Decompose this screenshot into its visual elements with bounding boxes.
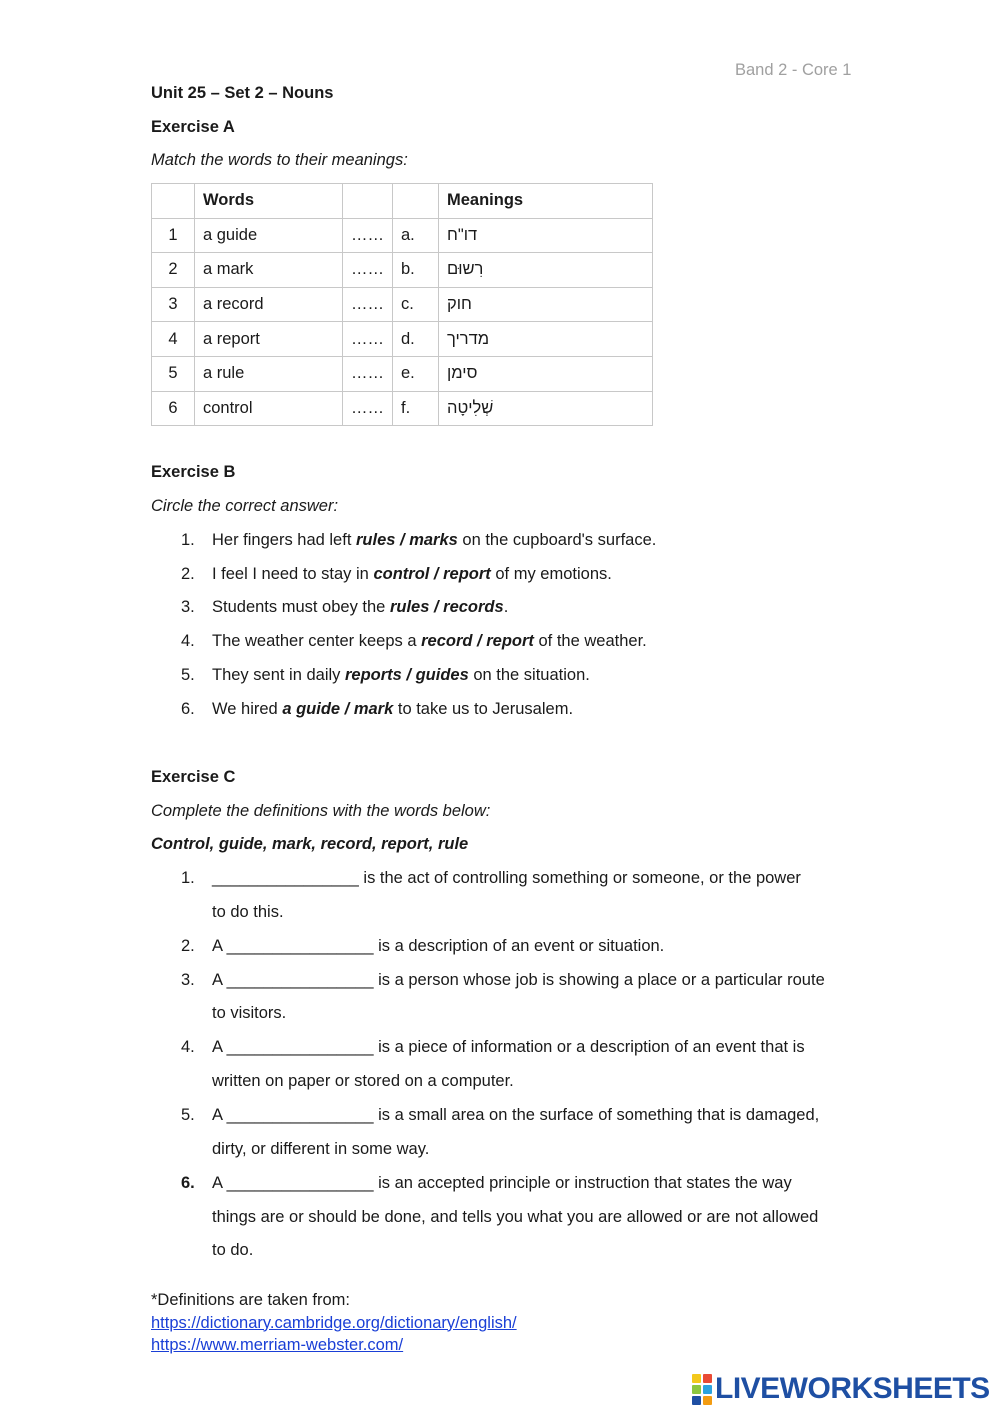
row-meaning: שְׁלִיטָה	[447, 398, 494, 417]
item-number: 1.	[181, 531, 195, 549]
definition-continuation: dirty, or different in some way.	[212, 1140, 430, 1158]
answer-blank[interactable]: ……	[343, 287, 393, 322]
definition-continuation: to do.	[212, 1241, 254, 1259]
definition-text[interactable]: A ________________ is a person whose job is showing a place or a particular route	[212, 971, 825, 989]
exercise-c-instruction: Complete the definitions with the words below:	[151, 802, 491, 820]
exercise-a-instruction: Match the words to their meanings:	[151, 151, 408, 169]
row-letter: f.	[393, 391, 439, 426]
cambridge-link[interactable]: https://dictionary.cambridge.org/dictionary/english/	[151, 1313, 517, 1332]
item-number: 4.	[181, 632, 195, 650]
table-row	[152, 253, 653, 288]
item-number: 5.	[181, 666, 195, 684]
item-number: 4.	[181, 1038, 195, 1056]
column-header-words: Words	[195, 184, 343, 219]
sources-note: *Definitions are taken from:	[151, 1291, 351, 1309]
definition-continuation: to visitors.	[212, 1004, 287, 1022]
list-item	[181, 1106, 820, 1125]
definition-text[interactable]: A ________________ is an accepted principle or instruction that states the way	[212, 1174, 792, 1192]
list-item	[181, 1174, 792, 1193]
row-number: 1	[152, 218, 195, 253]
item-number: 6.	[181, 700, 195, 718]
row-letter: b.	[393, 253, 439, 288]
row-meaning: סימן	[447, 364, 478, 383]
list-item: 5. They sent in daily reports / guides on the situation.	[181, 666, 590, 684]
logo-grid-icon	[692, 1374, 712, 1405]
definition-text[interactable]: ________________ is the act of controlling something or someone, or the power	[212, 869, 801, 887]
answer-choice[interactable]: reports / guides	[344, 666, 469, 684]
item-number: 2.	[181, 565, 195, 583]
row-letter: d.	[393, 322, 439, 357]
logo-text: LIVEWORKSHEETS	[715, 1372, 990, 1405]
answer-choice[interactable]: record / report	[421, 632, 534, 650]
answer-choice[interactable]: a guide / mark	[282, 700, 394, 718]
row-word: a rule	[195, 356, 343, 391]
row-word: a report	[195, 322, 343, 357]
exercise-a-heading: Exercise A	[151, 118, 235, 136]
table-row	[152, 322, 653, 357]
exercise-c-heading: Exercise C	[151, 768, 236, 786]
exercise-b-instruction: Circle the correct answer:	[151, 497, 339, 515]
item-number: 1.	[181, 869, 195, 887]
row-number: 2	[152, 253, 195, 288]
list-item: 6. We hired a guide / mark to take us to Jerusalem.	[181, 700, 574, 718]
item-number: 5.	[181, 1106, 195, 1124]
row-meaning: רִשוּם	[447, 260, 484, 279]
list-item	[181, 937, 665, 956]
row-word: a record	[195, 287, 343, 322]
answer-blank[interactable]: ……	[343, 356, 393, 391]
definition-continuation: written on paper or stored on a computer.	[212, 1072, 514, 1090]
item-number: 3.	[181, 598, 195, 616]
item-number: 3.	[181, 971, 195, 989]
row-meaning: דו"ח	[447, 225, 478, 244]
exercise-b-heading: Exercise B	[151, 463, 236, 481]
row-word: control	[195, 391, 343, 426]
table-row	[152, 287, 653, 322]
row-letter: e.	[393, 356, 439, 391]
row-word: a guide	[195, 218, 343, 253]
item-number: 6.	[181, 1174, 195, 1192]
row-letter: a.	[393, 218, 439, 253]
definition-text[interactable]: A ________________ is a piece of information or a description of an event that is	[212, 1038, 805, 1056]
list-item	[181, 1038, 805, 1057]
merriam-webster-link[interactable]: https://www.merriam-webster.com/	[151, 1336, 404, 1354]
row-meaning: מדריך	[447, 329, 490, 348]
column-header-meanings: Meanings	[439, 184, 653, 219]
table-row	[152, 356, 653, 391]
list-item	[181, 971, 825, 990]
row-letter: c.	[393, 287, 439, 322]
answer-choice[interactable]: control / report	[373, 565, 491, 583]
item-number: 2.	[181, 937, 195, 955]
row-number: 6	[152, 391, 195, 426]
definition-text[interactable]: A ________________ is a small area on the surface of something that is damaged,	[212, 1106, 820, 1124]
table-header-row	[152, 184, 653, 219]
list-item: 1. Her fingers had left rules / marks on the cupboard's surface.	[181, 531, 657, 549]
row-number: 5	[152, 356, 195, 391]
list-item: 3. Students must obey the rules / records.	[181, 598, 509, 616]
row-number: 3	[152, 287, 195, 322]
liveworksheets-logo	[692, 1372, 990, 1406]
sources-footer	[151, 1289, 517, 1357]
page-title: Unit 25 – Set 2 – Nouns	[151, 84, 334, 102]
answer-choice[interactable]: rules / records	[389, 598, 504, 616]
definition-continuation: things are or should be done, and tells you what you are allowed or are not allowed	[212, 1208, 819, 1226]
header-band-label: Band 2 - Core 1	[735, 61, 852, 79]
definition-continuation: to do this.	[212, 903, 284, 921]
word-bank: Control, guide, mark, record, report, rule	[151, 835, 469, 853]
list-item: 2. I feel I need to stay in control / report of my emotions.	[181, 565, 612, 583]
answer-blank[interactable]: ……	[343, 253, 393, 288]
row-meaning: חוק	[447, 295, 472, 314]
definition-text[interactable]: A ________________ is a description of an event or situation.	[212, 937, 665, 955]
answer-blank[interactable]: ……	[343, 391, 393, 426]
list-item	[181, 869, 801, 888]
matching-table	[151, 183, 653, 426]
list-item: 4. The weather center keeps a record / report of the weather.	[181, 632, 647, 650]
answer-choice[interactable]: rules / marks	[356, 531, 458, 549]
table-row	[152, 218, 653, 253]
answer-blank[interactable]: ……	[343, 322, 393, 357]
row-number: 4	[152, 322, 195, 357]
row-word: a mark	[195, 253, 343, 288]
answer-blank[interactable]: ……	[343, 218, 393, 253]
table-row	[152, 391, 653, 426]
